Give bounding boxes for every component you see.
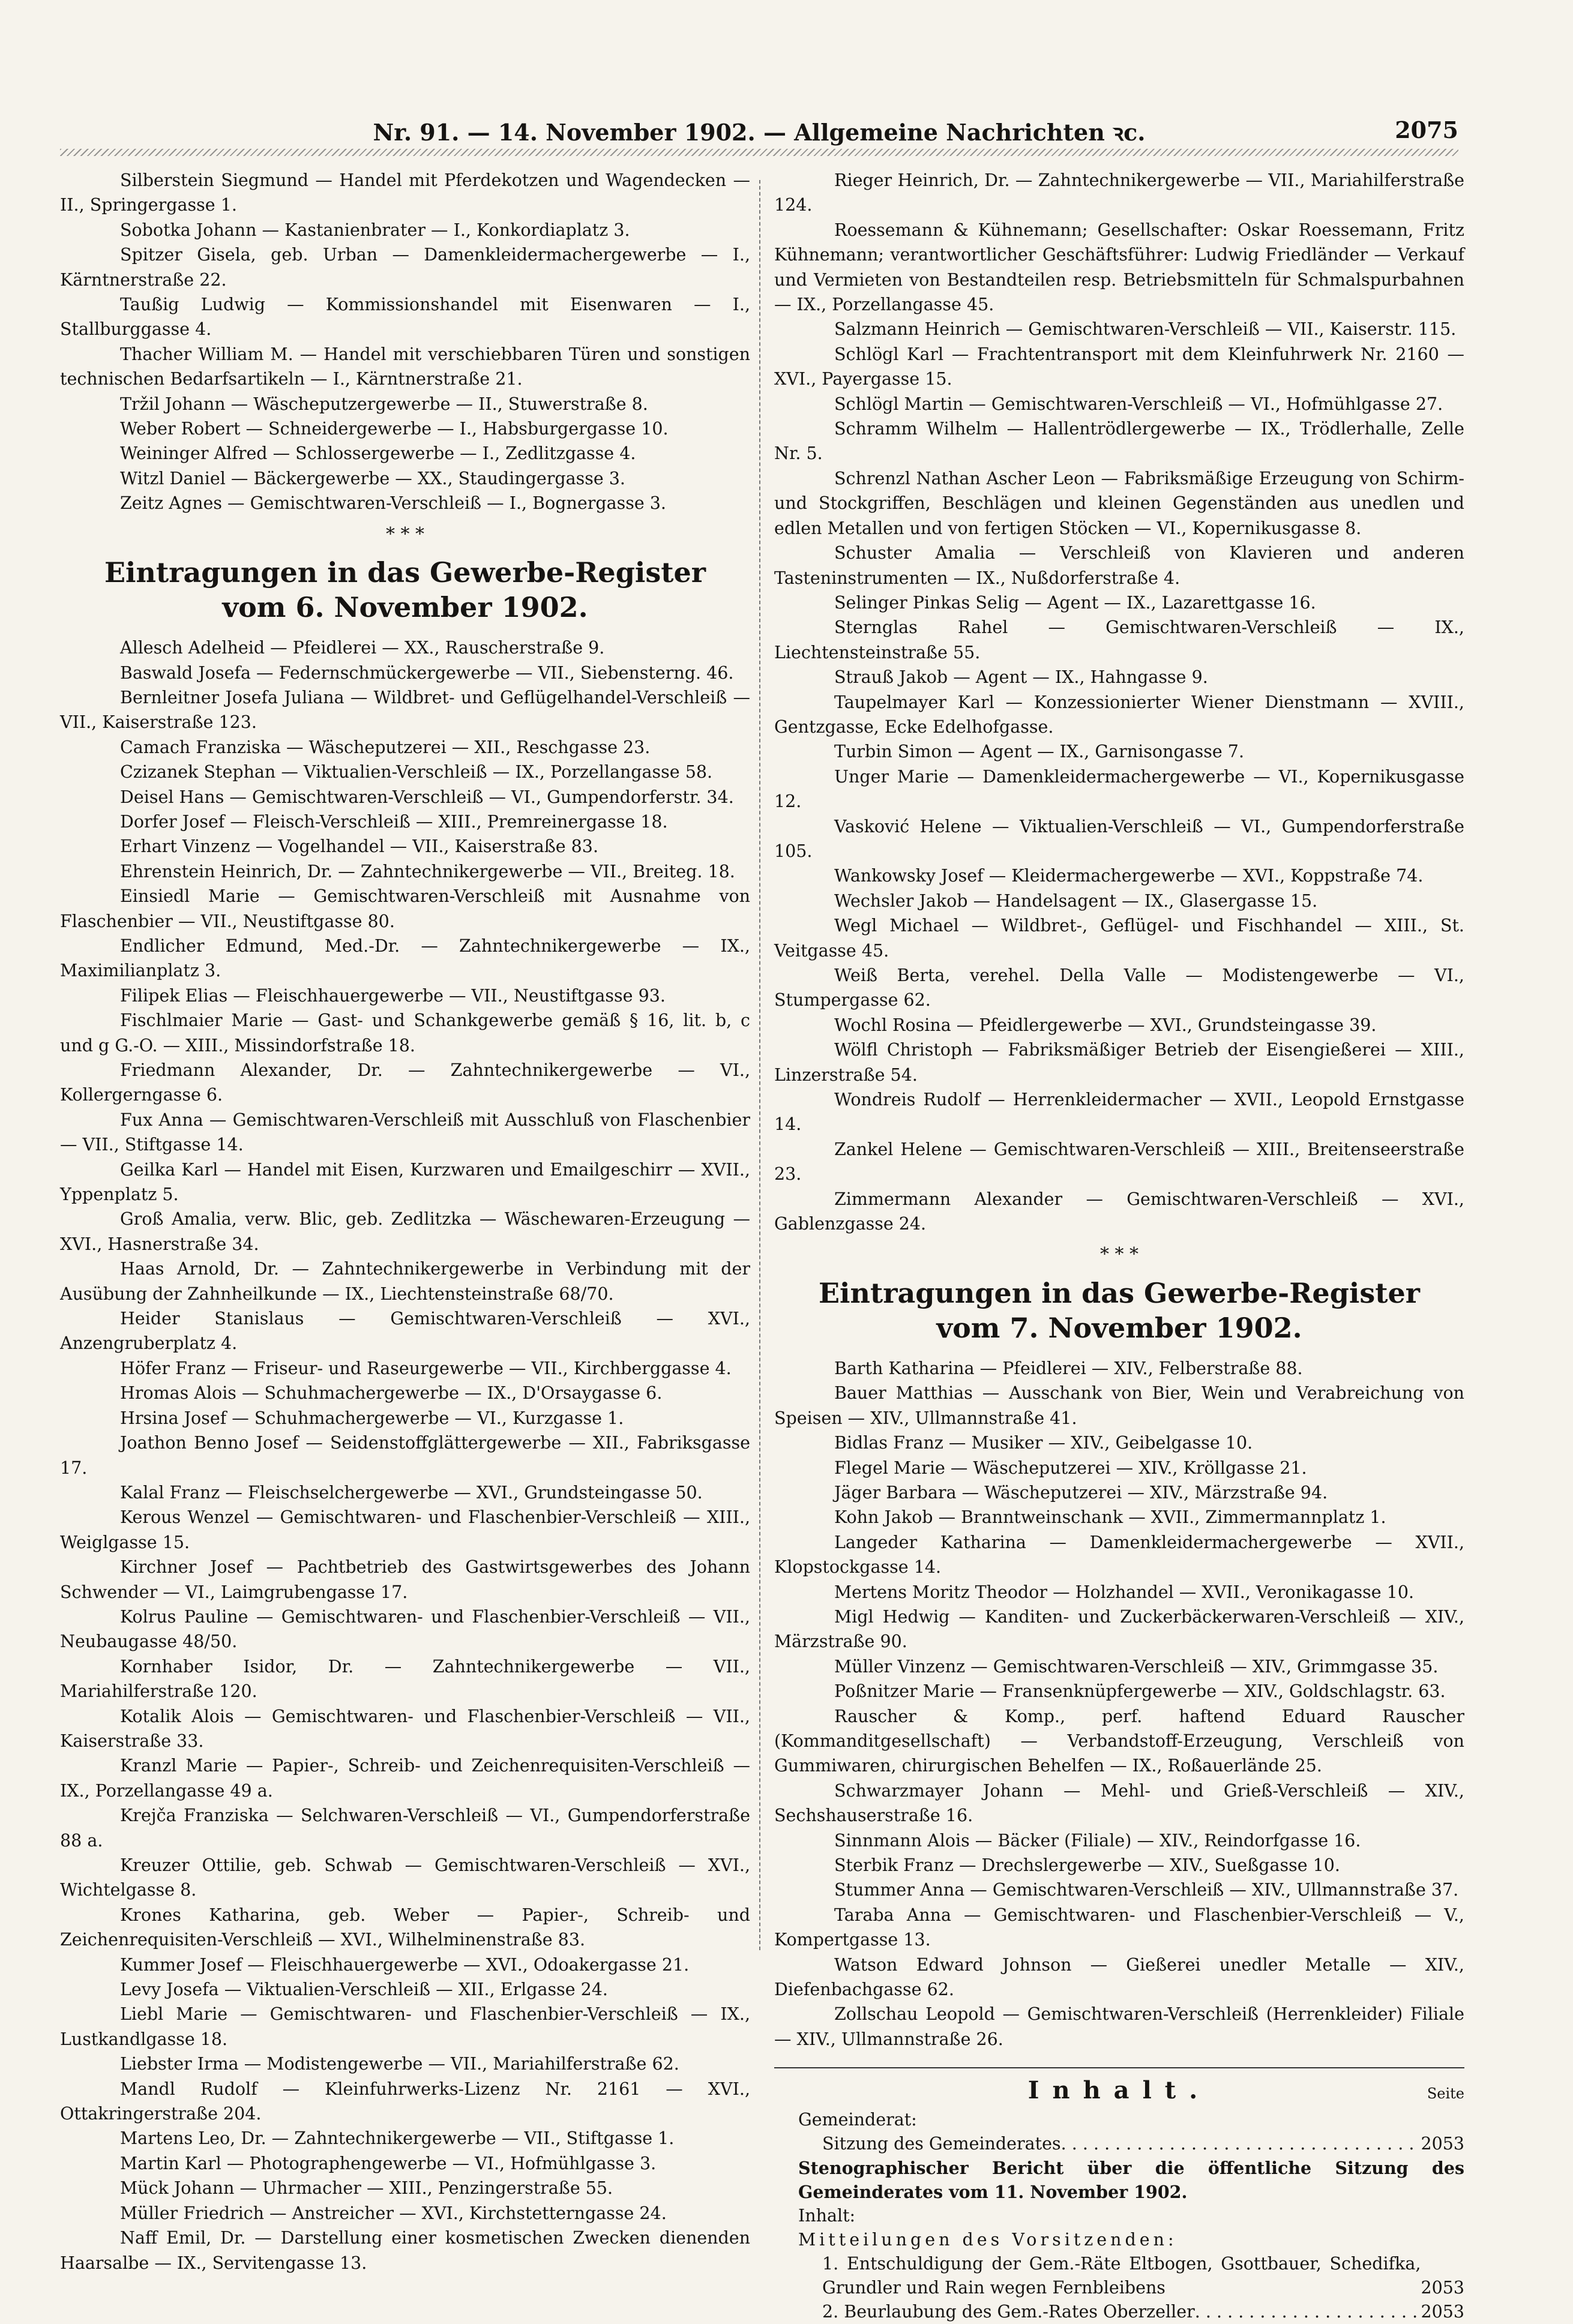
section-stars: * * * <box>1099 1244 1139 1266</box>
register-entry: Bauer Matthias — Ausschank von Bier, Wein und Verabreichung von Speisen — XIV., Ullmannstraße 41. <box>774 1383 1464 1428</box>
register-entry: Schwarzmayer Johann — Mehl- und Grieß-Verschleiß — XIV., Sechshauserstraße 16. <box>774 1780 1464 1826</box>
left-top-entries <box>60 168 750 516</box>
toc-entry[interactable] <box>774 2132 1464 2156</box>
register-entry: Haas Arnold, Dr. — Zahntechnikergewerbe in Verbindung mit der Ausübung der Zahnheilkunde — IX., Liechtensteinstraße 68/70. <box>60 1259 750 1304</box>
register-entry: Liebster Irma — Modistengewerbe — VII., Mariahilferstraße 62. <box>120 2054 679 2074</box>
register-entry: Mertens Moritz Theodor — Holzhandel — XVII., Veronikagasse 10. <box>834 1582 1415 1602</box>
toc-subheading: Mitteilungen des Vorsitzenden: <box>798 2230 1177 2250</box>
register-entry: Höfer Franz — Friseur- und Raseurgewerbe — VII., Kirchberggasse 4. <box>120 1358 732 1378</box>
register-entry: Fux Anna — Gemischtwaren-Verschleiß mit Ausschluß von Flaschenbier — VII., Stiftgasse 14. <box>60 1109 750 1155</box>
register-entry: Friedmann Alexander, Dr. — Zahntechnikergewerbe — VI., Kollergerngasse 6. <box>60 1060 750 1105</box>
register-entry: Filipek Elias — Fleischhauergewerbe — VII., Neustiftgasse 93. <box>120 985 666 1006</box>
register-entry: Müller Vinzenz — Gemischtwaren-Verschleiß — XIV., Grimmgasse 35. <box>834 1656 1439 1677</box>
register-entry: Kreuzer Ottilie, geb. Schwab — Gemischtwaren-Verschleiß — XVI., Wichtelgasse 8. <box>60 1855 750 1900</box>
toc-entry-page: 2053 <box>1421 2278 1464 2298</box>
register-entry: Müller Friedrich — Anstreicher — XVI., Kirchstetterngasse 24. <box>120 2203 667 2223</box>
running-title: Nr. 91. — 14. November 1902. — Allgemeine Nachrichten ꝛc. <box>373 119 1146 146</box>
register-entry: Wondreis Rudolf — Herrenkleidermacher — XVII., Leopold Ernstgasse 14. <box>774 1090 1464 1135</box>
register-entry: Deisel Hans — Gemischtwaren-Verschleiß — VI., Gumpendorferstr. 34. <box>120 787 734 807</box>
register-entry: Langeder Katharina — Damenkleidermachergewerbe — XVII., Klopstockgasse 14. <box>774 1532 1464 1578</box>
register-entry: Zeitz Agnes — Gemischtwaren-Verschleiß — I., Bognergasse 3. <box>120 493 666 514</box>
register-entry: Schuster Amalia — Verschleiß von Klavieren und anderen Tasteninstrumenten — IX., Nußdorferstraße 4. <box>774 543 1464 588</box>
column-divider <box>759 180 760 1950</box>
register-entry: Kirchner Josef — Pachtbetrieb des Gastwirtsgewerbes des Johann Schwender — VI., Laimgrubengasse 17. <box>60 1557 750 1602</box>
register-entry: Kerous Wenzel — Gemischtwaren- und Flaschenbier-Verschleiß — XIII., Weiglgasse 15. <box>60 1507 750 1552</box>
right-entries <box>774 1356 1464 2052</box>
register-entry: Endlicher Edmund, Med.-Dr. — Zahntechnikergewerbe — IX., Maximilianplatz 3. <box>60 935 750 981</box>
register-entry: Stummer Anna — Gemischtwaren-Verschleiß — XIV., Ullmannstraße 37. <box>834 1880 1459 1900</box>
register-entry: Kalal Franz — Fleischselchergewerbe — XVI., Grundsteingasse 50. <box>120 1482 703 1503</box>
register-entry: Schlögl Martin — Gemischtwaren-Verschleiß — VI., Hofmühlgasse 27. <box>834 394 1443 414</box>
register-entry: Sternglas Rahel — Gemischtwaren-Verschleiß — IX., Liechtensteinstraße 55. <box>774 617 1464 662</box>
register-entry: Martens Leo, Dr. — Zahntechnikergewerbe — VII., Stiftgasse 1. <box>120 2128 675 2149</box>
left-entries <box>60 635 750 2275</box>
register-entry: Silberstein Siegmund — Handel mit Pferdekotzen und Wagendecken — II., Springergasse 1. <box>60 170 750 215</box>
register-entry: Thacher William M. — Handel mit verschiebbaren Türen und sonstigen technischen Bedarfsartikeln — I., Kärntnerstraße 21. <box>60 344 750 389</box>
register-entry: Fischlmaier Marie — Gast- und Schankgewerbe gemäß § 16, lit. b, c und g G.-O. — XIII., Missindorfstraße 18. <box>60 1010 750 1055</box>
register-entry: Bidlas Franz — Musiker — XIV., Geibelgasse 10. <box>834 1433 1253 1453</box>
left-column <box>60 168 750 2275</box>
right-top-entries <box>774 168 1464 1236</box>
toc-title-text: Inhalt. <box>1027 2076 1211 2105</box>
toc-page-column-label: Seite <box>1427 2085 1464 2103</box>
page-number: 2075 <box>1395 116 1458 143</box>
register-entry: Kranzl Marie — Papier-, Schreib- und Zeichenrequisiten-Verschleiß — IX., Porzellangasse 49 a. <box>60 1756 750 1801</box>
toc-entry-label: 2. Beurlaubung des Gem.-Rates Oberzeller <box>822 2302 1195 2322</box>
register-entry: Barth Katharina — Pfeidlerei — XIV., Felberstraße 88. <box>834 1358 1303 1378</box>
register-entry: Weber Robert — Schneidergewerbe — I., Habsburgergasse 10. <box>120 419 669 439</box>
register-entry: Camach Franziska — Wäscheputzerei — XII., Reschgasse 23. <box>120 737 651 757</box>
register-entry: Turbin Simon — Agent — IX., Garnisongasse 7. <box>834 742 1244 762</box>
register-entry: Krejča Franziska — Selchwaren-Verschleiß — VI., Gumpendorferstraße 88 a. <box>60 1806 750 1851</box>
register-entry: Unger Marie — Damenkleidermachergewerbe — VI., Kopernikusgasse 12. <box>774 766 1464 812</box>
register-entry: Wegl Michael — Wildbret-, Geflügel- und Fischhandel — XIII., St. Veitgasse 45. <box>774 916 1464 961</box>
register-entry: Rauscher & Komp., perf. haftend Eduard Rauscher (Kommanditgesellschaft) — Verbandstoff-Erzeugung, Verschleiß von Gummiwaren, chirurgischen Behelfen — IX., Roßauerlände 25. <box>774 1706 1464 1776</box>
register-entry: Dorfer Josef — Fleisch-Verschleiß — XIII., Premreinergasse 18. <box>120 811 668 832</box>
register-entry: Selinger Pinkas Selig — Agent — IX., Lazarettgasse 16. <box>834 592 1316 613</box>
section-heading <box>60 555 750 625</box>
register-entry: Zollschau Leopold — Gemischtwaren-Verschleiß (Herrenkleider) Filiale — XIV., Ullmannstraße 26. <box>774 2004 1464 2049</box>
toc-report-title: Stenographischer Bericht über die öffentliche Sitzung des Gemeinderates vom 11. November 1902. <box>798 2158 1464 2203</box>
toc-entry[interactable] <box>774 2252 1464 2300</box>
register-entry: Groß Amalia, verw. Blic, geb. Zedlitzka — Wäschewaren-Erzeugung — XVI., Hasnerstraße 34. <box>60 1209 750 1254</box>
register-entry: Jäger Barbara — Wäscheputzerei — XIV., Märzstraße 94. <box>834 1482 1328 1503</box>
register-entry: Sinnmann Alois — Bäcker (Filiale) — XIV., Reindorfgasse 16. <box>834 1830 1361 1851</box>
register-entry: Bernleitner Josefa Juliana — Wildbret- und Geflügelhandel-Verschleiß — VII., Kaiserstraße 123. <box>60 687 750 733</box>
register-entry: Weiß Berta, verehel. Della Valle — Modistengewerbe — VI., Stumpergasse 62. <box>774 965 1464 1010</box>
toc-entry[interactable] <box>774 2300 1464 2324</box>
inhalt-rule <box>774 2067 1464 2068</box>
toc-entry-label: 1. Entschuldigung der Gem.-Räte Eltbogen, Gsottbauer, Schedifka, Grundler und Rain wegen Fernbleibens <box>822 2254 1421 2298</box>
register-entry: Salzmann Heinrich — Gemischtwaren-Verschleiß — VII., Kaiserstr. 115. <box>834 319 1457 340</box>
register-entry: Joathon Benno Josef — Seidenstoffglättergewerbe — XII., Fabriksgasse 17. <box>60 1433 750 1478</box>
register-entry: Erhart Vinzenz — Vogelhandel — VII., Kaiserstraße 83. <box>120 836 598 857</box>
toc-leader-dots <box>1195 2300 1421 2324</box>
register-entry: Zimmermann Alexander — Gemischtwaren-Verschleiß — XVI., Gablenzgasse 24. <box>774 1189 1464 1234</box>
register-entry: Heider Stanislaus — Gemischtwaren-Verschleiß — XVI., Anzengruberplatz 4. <box>60 1309 750 1354</box>
register-entry: Schlögl Karl — Frachtentransport mit dem Kleinfuhrwerk Nr. 2160 — XVI., Payergasse 15. <box>774 344 1464 389</box>
register-entry: Watson Edward Johnson — Gießerei unedler Metalle — XIV., Diefenbachgasse 62. <box>774 1954 1464 2000</box>
register-entry: Zankel Helene — Gemischtwaren-Verschleiß — XIII., Breitenseerstraße 23. <box>774 1139 1464 1185</box>
register-entry: Ehrenstein Heinrich, Dr. — Zahntechnikergewerbe — VII., Breiteg. 18. <box>120 861 735 881</box>
register-entry: Poßnitzer Marie — Fransenknüpfergewerbe — XIV., Goldschlagstr. 63. <box>834 1681 1446 1702</box>
register-entry: Spitzer Gisela, geb. Urban — Damenkleidermachergewerbe — I., Kärntnerstraße 22. <box>60 245 750 290</box>
toc-leader-dots <box>1061 2132 1421 2156</box>
page-header <box>60 112 1458 149</box>
register-entry: Schramm Wilhelm — Hallentrödlergewerbe — IX., Trödlerhalle, Zelle Nr. 5. <box>774 419 1464 464</box>
register-entry: Roessemann & Kühnemann; Gesellschafter: Oskar Roessemann, Fritz Kühnemann; verantwortlicher Geschäftsführer: Ludwig Friedländer — Verkauf und Vermieten von Bestandteilen resp. Betriebsmitteln für Schmalspurbahnen — IX., Porzellangasse 45. <box>774 220 1464 315</box>
register-entry: Schrenzl Nathan Ascher Leon — Fabriksmäßige Erzeugung von Schirm- und Stockgriffen, Beschlägen und kleinen Gegenständen aus unedlen und edlen Metallen und von fertigen Stöcken — VI., Kopernikusgasse 8. <box>774 468 1464 538</box>
register-entry: Witzl Daniel — Bäckergewerbe — XX., Staudingergasse 3. <box>120 468 625 488</box>
right-column <box>774 168 1464 2324</box>
register-entry: Wankowsky Josef — Kleidermachergewerbe — XVI., Koppstraße 74. <box>834 866 1424 886</box>
toc-entry-page: 2053 <box>1421 2302 1464 2322</box>
section-stars: * * * <box>385 523 425 545</box>
register-entry: Krones Katharina, geb. Weber — Papier-, Schreib- und Zeichenrequisiten-Verschleiß — XVI., Wilhelminenstraße 83. <box>60 1905 750 1950</box>
register-entry: Taupelmayer Karl — Konzessionierter Wiener Dienstmann — XVIII., Gentzgasse, Ecke Edelhofgasse. <box>774 692 1464 737</box>
toc-subheading: Inhalt: <box>798 2206 856 2226</box>
register-entry: Kummer Josef — Fleischhauergewerbe — XVI., Odoakergasse 21. <box>120 1954 690 1975</box>
register-entry: Mück Johann — Uhrmacher — XIII., Penzingerstraße 55. <box>120 2178 613 2199</box>
heading-line: Eintragungen in das Gewerbe-Register <box>819 1276 1420 1309</box>
table-of-contents <box>774 2078 1464 2324</box>
register-entry: Allesch Adelheid — Pfeidlerei — XX., Rauscherstraße 9. <box>120 638 605 658</box>
register-entry: Geilka Karl — Handel mit Eisen, Kurzwaren und Emailgeschirr — XVII., Yppenplatz 5. <box>60 1159 750 1205</box>
register-entry: Czizanek Stephan — Viktualien-Verschleiß — IX., Porzellangasse 58. <box>120 762 713 782</box>
register-entry: Kotalik Alois — Gemischtwaren- und Flaschenbier-Verschleiß — VII., Kaiserstraße 33. <box>60 1706 750 1751</box>
toc-entry-label: Sitzung des Gemeinderates <box>822 2134 1061 2154</box>
heading-line: vom 7. November 1902. <box>936 1311 1302 1344</box>
toc-entry-page: 2053 <box>1421 2134 1464 2154</box>
register-entry: Taußig Ludwig — Kommissionshandel mit Eisenwaren — I., Stallburggasse 4. <box>60 295 750 340</box>
register-entry: Mandl Rudolf — Kleinfuhrwerks-Lizenz Nr. 2161 — XVI., Ottakringerstraße 204. <box>60 2079 750 2124</box>
register-entry: Baswald Josefa — Federnschmückergewerbe — VII., Siebensterng. 46. <box>120 662 734 683</box>
register-entry: Migl Hedwig — Kanditen- und Zuckerbäckerwaren-Verschleiß — XIV., Märzstraße 90. <box>774 1606 1464 1652</box>
register-entry: Wechsler Jakob — Handelsagent — IX., Glasergasse 15. <box>834 890 1318 911</box>
register-entry: Hromas Alois — Schuhmachergewerbe — IX., D'Orsaygasse 6. <box>120 1383 663 1404</box>
register-entry: Vasković Helene — Viktualien-Verschleiß — VI., Gumpendorferstraße 105. <box>774 816 1464 861</box>
register-entry: Liebl Marie — Gemischtwaren- und Flaschenbier-Verschleiß — IX., Lustkandlgasse 18. <box>60 2004 750 2049</box>
register-entry: Strauß Jakob — Agent — IX., Hahngasse 9. <box>834 667 1208 688</box>
register-entry: Einsiedl Marie — Gemischtwaren-Verschleiß mit Ausnahme von Flaschenbier — VII., Neustiftgasse 80. <box>60 886 750 931</box>
register-entry: Wölfl Christoph — Fabriksmäßiger Betrieb der Eisengießerei — XIII., Linzerstraße 54. <box>774 1040 1464 1085</box>
register-entry: Kohn Jakob — Branntweinschank — XVII., Zimmermannplatz 1. <box>834 1507 1386 1528</box>
toc-title <box>774 2078 1464 2108</box>
header-wavy-rule <box>60 149 1458 156</box>
register-entry: Naff Emil, Dr. — Darstellung einer kosmetischen Zwecken dienenden Haarsalbe — IX., Servitengasse 13. <box>60 2228 750 2273</box>
register-entry: Tržil Johann — Wäscheputzergewerbe — II., Stuwerstraße 8. <box>120 394 648 414</box>
register-entry: Flegel Marie — Wäscheputzerei — XIV., Kröllgasse 21. <box>834 1458 1307 1478</box>
register-entry: Weininger Alfred — Schlossergewerbe — I., Zedlitzgasse 4. <box>120 443 636 464</box>
register-entry: Rieger Heinrich, Dr. — Zahntechnikergewerbe — VII., Mariahilferstraße 124. <box>774 170 1464 215</box>
register-entry: Hrsina Josef — Schuhmachergewerbe — VI., Kurzgasse 1. <box>120 1408 624 1428</box>
register-entry: Martin Karl — Photographengewerbe — VI., Hofmühlgasse 3. <box>120 2153 657 2173</box>
register-entry: Levy Josefa — Viktualien-Verschleiß — XII., Erlgasse 24. <box>120 1980 608 2000</box>
heading-line: Eintragungen in das Gewerbe-Register <box>104 556 706 589</box>
toc-section: Gemeinderat: <box>798 2110 917 2130</box>
register-entry: Kolrus Pauline — Gemischtwaren- und Flaschenbier-Verschleiß — VII., Neubaugasse 48/50. <box>60 1606 750 1652</box>
section-heading <box>774 1276 1464 1345</box>
register-entry: Sterbik Franz — Drechslergewerbe — XIV., Sueßgasse 10. <box>834 1855 1340 1875</box>
heading-line: vom 6. November 1902. <box>222 591 588 624</box>
register-entry: Taraba Anna — Gemischtwaren- und Flaschenbier-Verschleiß — V., Kompertgasse 13. <box>774 1905 1464 1950</box>
register-entry: Wochl Rosina — Pfeidlergewerbe — XVI., Grundsteingasse 39. <box>834 1015 1377 1035</box>
register-entry: Sobotka Johann — Kastanienbrater — I., Konkordiaplatz 3. <box>120 220 630 240</box>
register-entry: Kornhaber Isidor, Dr. — Zahntechnikergewerbe — VII., Mariahilferstraße 120. <box>60 1656 750 1702</box>
